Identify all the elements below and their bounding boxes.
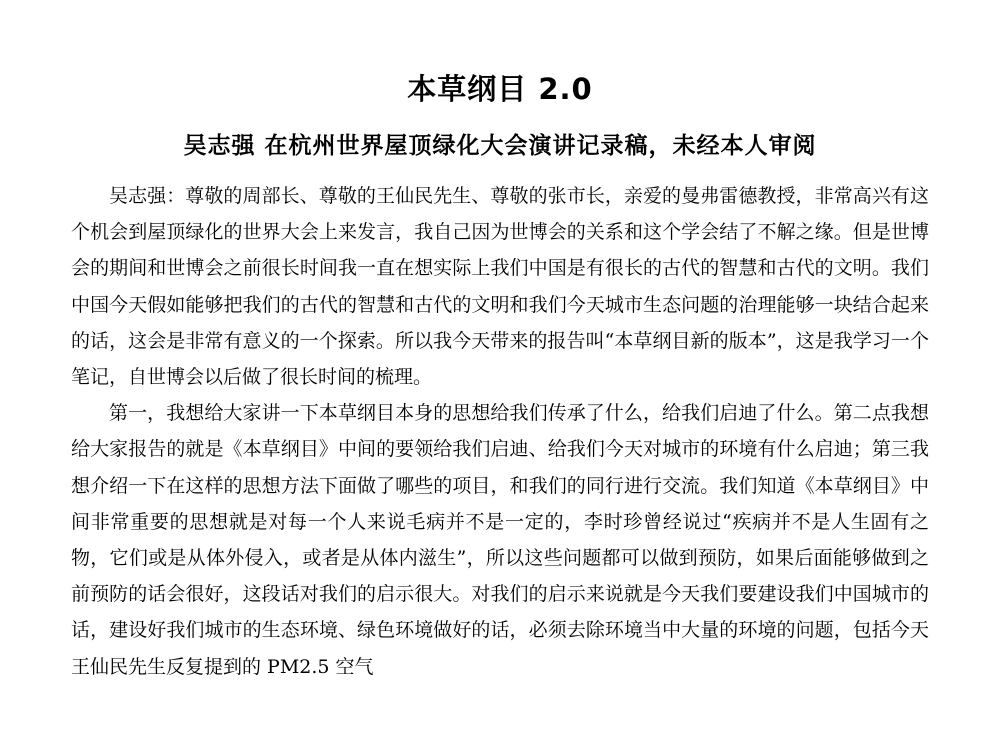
document-title: 本草纲目 2.0 xyxy=(407,72,593,106)
paragraph-2: 第一，我想给大家讲一下本草纲目本身的思想给我们传承了什么，给我们启迪了什么。第二点我想给大家报告的就是《本草纲目》中间的要领给我们启迪、给我们今天对城市的环境有什么启迪；第三我想介绍一下在这样的思想方法下面做了哪些的项目，和我们的同行进行交流。我们知道《本草纲目》中间非常重要的思想就是对每一个人来说毛病并不是一定的，李时珍曾经说过“疾病并不是人生固有之物，它们或是从体外侵入，或者是从体内滋生”，所以这些问题都可以做到预防，如果后面能够做到之前预防的话会很好，这段话对我们的启示很大。对我们的启示来说就是今天我们要建设我们中国城市的话，建设好我们城市的生态环境、绿色环境做好的话，必须去除环境当中大量的环境的问题，包括今天王仙民先生反复提到的 PM2.5 空气 xyxy=(71,402,929,678)
document-subtitle: 吴志强 在杭州世界屋顶绿化大会演讲记录稿，未经本人审阅 xyxy=(183,133,817,159)
document-body xyxy=(71,178,929,685)
paragraph-1: 吴志强：尊敬的周部长、尊敬的王仙民先生、尊敬的张市长，亲爱的曼弗雷德教授，非常高兴有这个机会到屋顶绿化的世界大会上来发言，我自己因为世博会的关系和这个学会结了不解之缘。但是世博会的期间和世博会之前很长时间我一直在想实际上我们中国是有很长的古代的智慧和古代的文明。我们中国今天假如能够把我们的古代的智慧和古代的文明和我们今天城市生态问题的治理能够一块结合起来的话，这会是非常有意义的一个探索。所以我今天带来的报告叫“本草纲目新的版本”，这是我学习一个笔记，自世博会以后做了很长时间的梳理。 xyxy=(71,185,929,389)
